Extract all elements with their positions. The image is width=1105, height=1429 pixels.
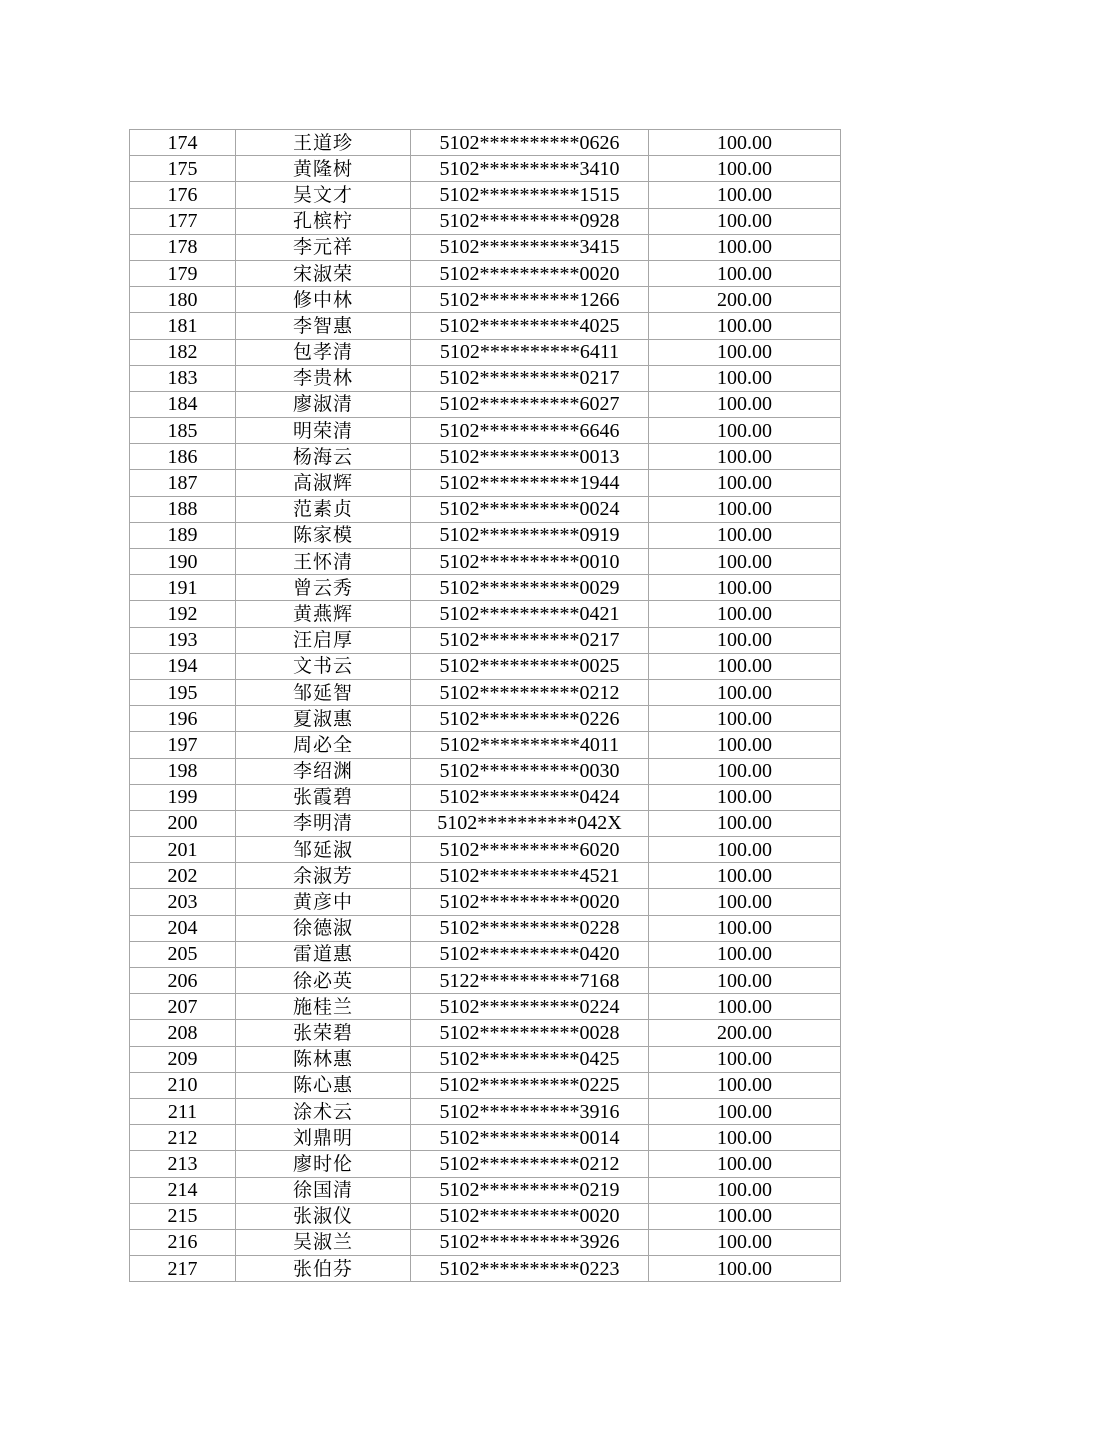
amount-cell: 200.00 xyxy=(649,287,841,313)
record-table-body xyxy=(130,130,841,1282)
name-cell: 陈心惠 xyxy=(236,1072,411,1098)
amount-cell: 100.00 xyxy=(649,208,841,234)
name-cell: 李智惠 xyxy=(236,313,411,339)
row-number-cell: 194 xyxy=(130,653,236,679)
name-cell: 李贵林 xyxy=(236,365,411,391)
amount-cell: 100.00 xyxy=(649,1229,841,1255)
row-number-cell: 200 xyxy=(130,810,236,836)
amount-cell: 100.00 xyxy=(649,810,841,836)
amount-cell: 100.00 xyxy=(649,1177,841,1203)
id-number-cell: 5102**********0224 xyxy=(411,994,649,1020)
id-number-cell: 5102**********6020 xyxy=(411,837,649,863)
name-cell: 施桂兰 xyxy=(236,994,411,1020)
table-row xyxy=(130,470,841,496)
name-cell: 黄燕辉 xyxy=(236,601,411,627)
amount-cell: 100.00 xyxy=(649,365,841,391)
amount-cell: 100.00 xyxy=(649,941,841,967)
row-number-cell: 188 xyxy=(130,496,236,522)
amount-cell: 100.00 xyxy=(649,1256,841,1282)
row-number-cell: 181 xyxy=(130,313,236,339)
name-cell: 徐必英 xyxy=(236,968,411,994)
name-cell: 吴淑兰 xyxy=(236,1229,411,1255)
row-number-cell: 208 xyxy=(130,1020,236,1046)
name-cell: 李绍渊 xyxy=(236,758,411,784)
table-row xyxy=(130,1125,841,1151)
row-number-cell: 180 xyxy=(130,287,236,313)
id-number-cell: 5102**********1266 xyxy=(411,287,649,313)
row-number-cell: 174 xyxy=(130,130,236,156)
amount-cell: 100.00 xyxy=(649,915,841,941)
amount-cell: 100.00 xyxy=(649,496,841,522)
name-cell: 王怀清 xyxy=(236,549,411,575)
row-number-cell: 182 xyxy=(130,339,236,365)
row-number-cell: 175 xyxy=(130,156,236,182)
name-cell: 宋淑荣 xyxy=(236,260,411,286)
name-cell: 刘鼎明 xyxy=(236,1125,411,1151)
name-cell: 杨海云 xyxy=(236,444,411,470)
id-number-cell: 5102**********0421 xyxy=(411,601,649,627)
table-row xyxy=(130,1072,841,1098)
row-number-cell: 186 xyxy=(130,444,236,470)
id-number-cell: 5102**********3926 xyxy=(411,1229,649,1255)
id-number-cell: 5102**********0020 xyxy=(411,260,649,286)
id-number-cell: 5102**********3916 xyxy=(411,1098,649,1124)
row-number-cell: 198 xyxy=(130,758,236,784)
name-cell: 高淑辉 xyxy=(236,470,411,496)
table-row xyxy=(130,1177,841,1203)
row-number-cell: 187 xyxy=(130,470,236,496)
name-cell: 徐国清 xyxy=(236,1177,411,1203)
id-number-cell: 5102**********0217 xyxy=(411,365,649,391)
id-number-cell: 5102**********0223 xyxy=(411,1256,649,1282)
name-cell: 陈林惠 xyxy=(236,1046,411,1072)
row-number-cell: 176 xyxy=(130,182,236,208)
name-cell: 明荣清 xyxy=(236,418,411,444)
amount-cell: 100.00 xyxy=(649,653,841,679)
id-number-cell: 5102**********3410 xyxy=(411,156,649,182)
id-number-cell: 5102**********0010 xyxy=(411,549,649,575)
table-row xyxy=(130,156,841,182)
table-row xyxy=(130,915,841,941)
amount-cell: 100.00 xyxy=(649,418,841,444)
row-number-cell: 193 xyxy=(130,627,236,653)
row-number-cell: 178 xyxy=(130,234,236,260)
table-row xyxy=(130,522,841,548)
id-number-cell: 5102**********0024 xyxy=(411,496,649,522)
row-number-cell: 209 xyxy=(130,1046,236,1072)
amount-cell: 100.00 xyxy=(649,758,841,784)
amount-cell: 100.00 xyxy=(649,1072,841,1098)
row-number-cell: 210 xyxy=(130,1072,236,1098)
table-row xyxy=(130,1203,841,1229)
id-number-cell: 5102**********0020 xyxy=(411,1203,649,1229)
id-number-cell: 5102**********0225 xyxy=(411,1072,649,1098)
row-number-cell: 199 xyxy=(130,784,236,810)
amount-cell: 100.00 xyxy=(649,863,841,889)
table-row xyxy=(130,837,841,863)
row-number-cell: 190 xyxy=(130,549,236,575)
row-number-cell: 202 xyxy=(130,863,236,889)
table-row xyxy=(130,706,841,732)
table-row xyxy=(130,784,841,810)
table-row xyxy=(130,941,841,967)
amount-cell: 100.00 xyxy=(649,470,841,496)
row-number-cell: 189 xyxy=(130,522,236,548)
row-number-cell: 179 xyxy=(130,260,236,286)
name-cell: 邹延淑 xyxy=(236,837,411,863)
name-cell: 廖淑清 xyxy=(236,391,411,417)
row-number-cell: 197 xyxy=(130,732,236,758)
name-cell: 张淑仪 xyxy=(236,1203,411,1229)
row-number-cell: 191 xyxy=(130,575,236,601)
id-number-cell: 5102**********0425 xyxy=(411,1046,649,1072)
name-cell: 涂术云 xyxy=(236,1098,411,1124)
table-row xyxy=(130,496,841,522)
row-number-cell: 213 xyxy=(130,1151,236,1177)
amount-cell: 100.00 xyxy=(649,968,841,994)
row-number-cell: 177 xyxy=(130,208,236,234)
table-row xyxy=(130,810,841,836)
amount-cell: 100.00 xyxy=(649,706,841,732)
amount-cell: 100.00 xyxy=(649,391,841,417)
table-row xyxy=(130,208,841,234)
row-number-cell: 217 xyxy=(130,1256,236,1282)
table-row xyxy=(130,444,841,470)
row-number-cell: 212 xyxy=(130,1125,236,1151)
amount-cell: 100.00 xyxy=(649,784,841,810)
name-cell: 汪启厚 xyxy=(236,627,411,653)
amount-cell: 100.00 xyxy=(649,994,841,1020)
id-number-cell: 5102**********0228 xyxy=(411,915,649,941)
name-cell: 李明清 xyxy=(236,810,411,836)
table-row xyxy=(130,313,841,339)
amount-cell: 200.00 xyxy=(649,1020,841,1046)
table-row xyxy=(130,575,841,601)
table-row xyxy=(130,1229,841,1255)
row-number-cell: 206 xyxy=(130,968,236,994)
table-row xyxy=(130,1151,841,1177)
id-number-cell: 5102**********6411 xyxy=(411,339,649,365)
name-cell: 修中林 xyxy=(236,287,411,313)
id-number-cell: 5102**********4521 xyxy=(411,863,649,889)
name-cell: 张霞碧 xyxy=(236,784,411,810)
amount-cell: 100.00 xyxy=(649,679,841,705)
amount-cell: 100.00 xyxy=(649,444,841,470)
amount-cell: 100.00 xyxy=(649,234,841,260)
name-cell: 廖时伦 xyxy=(236,1151,411,1177)
table-row xyxy=(130,130,841,156)
row-number-cell: 205 xyxy=(130,941,236,967)
id-number-cell: 5102**********6646 xyxy=(411,418,649,444)
id-number-cell: 5102**********042X xyxy=(411,810,649,836)
table-row xyxy=(130,365,841,391)
id-number-cell: 5102**********0217 xyxy=(411,627,649,653)
table-row xyxy=(130,287,841,313)
row-number-cell: 216 xyxy=(130,1229,236,1255)
id-number-cell: 5102**********0212 xyxy=(411,1151,649,1177)
id-number-cell: 5102**********0424 xyxy=(411,784,649,810)
row-number-cell: 204 xyxy=(130,915,236,941)
name-cell: 雷道惠 xyxy=(236,941,411,967)
table-row xyxy=(130,679,841,705)
id-number-cell: 5102**********0020 xyxy=(411,889,649,915)
row-number-cell: 201 xyxy=(130,837,236,863)
table-row xyxy=(130,601,841,627)
name-cell: 王道珍 xyxy=(236,130,411,156)
amount-cell: 100.00 xyxy=(649,522,841,548)
name-cell: 范素贞 xyxy=(236,496,411,522)
name-cell: 邹延智 xyxy=(236,679,411,705)
id-number-cell: 5102**********0420 xyxy=(411,941,649,967)
table-row xyxy=(130,1256,841,1282)
name-cell: 余淑芳 xyxy=(236,863,411,889)
row-number-cell: 203 xyxy=(130,889,236,915)
id-number-cell: 5102**********6027 xyxy=(411,391,649,417)
id-number-cell: 5102**********4011 xyxy=(411,732,649,758)
amount-cell: 100.00 xyxy=(649,1046,841,1072)
amount-cell: 100.00 xyxy=(649,260,841,286)
amount-cell: 100.00 xyxy=(649,575,841,601)
table-row xyxy=(130,391,841,417)
table-row xyxy=(130,758,841,784)
name-cell: 曾云秀 xyxy=(236,575,411,601)
amount-cell: 100.00 xyxy=(649,889,841,915)
row-number-cell: 185 xyxy=(130,418,236,444)
name-cell: 文书云 xyxy=(236,653,411,679)
id-number-cell: 5122**********7168 xyxy=(411,968,649,994)
table-row xyxy=(130,1046,841,1072)
id-number-cell: 5102**********0025 xyxy=(411,653,649,679)
id-number-cell: 5102**********1944 xyxy=(411,470,649,496)
row-number-cell: 214 xyxy=(130,1177,236,1203)
table-row xyxy=(130,994,841,1020)
amount-cell: 100.00 xyxy=(649,339,841,365)
amount-cell: 100.00 xyxy=(649,549,841,575)
name-cell: 陈家模 xyxy=(236,522,411,548)
amount-cell: 100.00 xyxy=(649,182,841,208)
name-cell: 黄隆树 xyxy=(236,156,411,182)
table-row xyxy=(130,863,841,889)
id-number-cell: 5102**********0013 xyxy=(411,444,649,470)
row-number-cell: 207 xyxy=(130,994,236,1020)
table-row xyxy=(130,1098,841,1124)
row-number-cell: 184 xyxy=(130,391,236,417)
table-row xyxy=(130,627,841,653)
row-number-cell: 215 xyxy=(130,1203,236,1229)
name-cell: 张伯芬 xyxy=(236,1256,411,1282)
row-number-cell: 211 xyxy=(130,1098,236,1124)
table-row xyxy=(130,418,841,444)
id-number-cell: 5102**********0919 xyxy=(411,522,649,548)
row-number-cell: 183 xyxy=(130,365,236,391)
record-table xyxy=(129,129,841,1282)
name-cell: 吴文才 xyxy=(236,182,411,208)
amount-cell: 100.00 xyxy=(649,627,841,653)
name-cell: 包孝清 xyxy=(236,339,411,365)
name-cell: 孔槟柠 xyxy=(236,208,411,234)
name-cell: 夏淑惠 xyxy=(236,706,411,732)
id-number-cell: 5102**********1515 xyxy=(411,182,649,208)
name-cell: 周必全 xyxy=(236,732,411,758)
table-row xyxy=(130,889,841,915)
table-row xyxy=(130,182,841,208)
amount-cell: 100.00 xyxy=(649,1125,841,1151)
name-cell: 张荣碧 xyxy=(236,1020,411,1046)
amount-cell: 100.00 xyxy=(649,130,841,156)
table-row xyxy=(130,549,841,575)
name-cell: 黄彦中 xyxy=(236,889,411,915)
amount-cell: 100.00 xyxy=(649,156,841,182)
name-cell: 李元祥 xyxy=(236,234,411,260)
table-row xyxy=(130,653,841,679)
row-number-cell: 196 xyxy=(130,706,236,732)
row-number-cell: 192 xyxy=(130,601,236,627)
table-row xyxy=(130,234,841,260)
id-number-cell: 5102**********0030 xyxy=(411,758,649,784)
table-row xyxy=(130,339,841,365)
table-row xyxy=(130,1020,841,1046)
id-number-cell: 5102**********0226 xyxy=(411,706,649,732)
name-cell: 徐德淑 xyxy=(236,915,411,941)
id-number-cell: 5102**********0029 xyxy=(411,575,649,601)
table-row xyxy=(130,968,841,994)
id-number-cell: 5102**********0028 xyxy=(411,1020,649,1046)
amount-cell: 100.00 xyxy=(649,1151,841,1177)
id-number-cell: 5102**********4025 xyxy=(411,313,649,339)
amount-cell: 100.00 xyxy=(649,1203,841,1229)
row-number-cell: 195 xyxy=(130,679,236,705)
amount-cell: 100.00 xyxy=(649,732,841,758)
id-number-cell: 5102**********0928 xyxy=(411,208,649,234)
amount-cell: 100.00 xyxy=(649,837,841,863)
amount-cell: 100.00 xyxy=(649,601,841,627)
id-number-cell: 5102**********3415 xyxy=(411,234,649,260)
table-row xyxy=(130,260,841,286)
id-number-cell: 5102**********0014 xyxy=(411,1125,649,1151)
id-number-cell: 5102**********0212 xyxy=(411,679,649,705)
table-row xyxy=(130,732,841,758)
id-number-cell: 5102**********0626 xyxy=(411,130,649,156)
amount-cell: 100.00 xyxy=(649,1098,841,1124)
amount-cell: 100.00 xyxy=(649,313,841,339)
id-number-cell: 5102**********0219 xyxy=(411,1177,649,1203)
